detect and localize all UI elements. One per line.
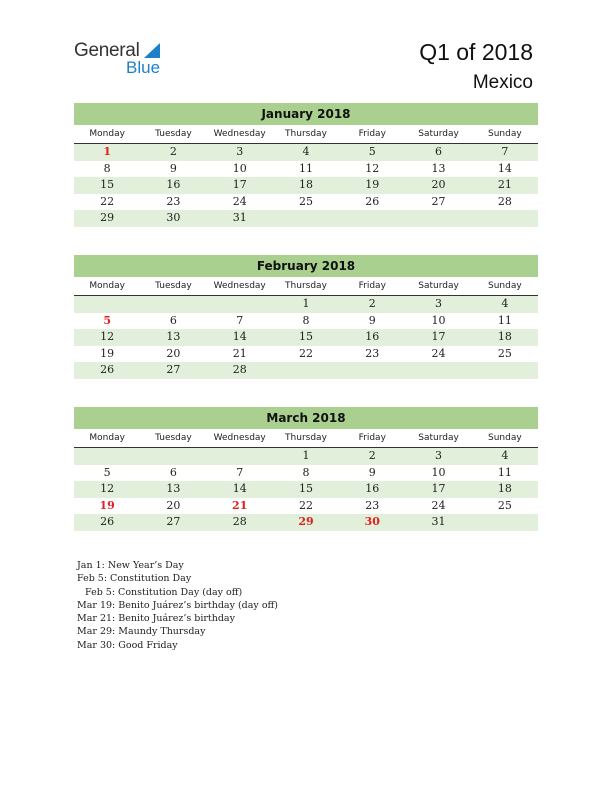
week-row [74, 144, 538, 161]
day-cell: 8 [302, 465, 310, 479]
week-row [74, 194, 538, 211]
country-name: Mexico [472, 72, 533, 93]
day-cell: 17 [431, 482, 446, 495]
day-cell: 7 [501, 145, 509, 158]
holiday-note: Feb 5: Constitution Day (day off) [85, 586, 243, 598]
day-cell: 1 [302, 297, 310, 310]
month-calendar-march [74, 407, 538, 531]
day-cell: 3 [236, 145, 244, 158]
day-cell: 8 [302, 313, 310, 327]
weekday-label: Wednesday [213, 129, 266, 139]
day-cell: 13 [166, 482, 181, 495]
day-cell: 27 [166, 363, 181, 376]
day-cell: 14 [232, 330, 247, 343]
day-cell: 20 [166, 498, 181, 512]
holiday-day-cell: 30 [364, 515, 380, 528]
day-cell: 4 [501, 297, 509, 310]
day-cell [405, 362, 471, 379]
day-cell: 31 [431, 515, 446, 528]
weekday-label: Friday [358, 433, 386, 443]
weekday-header-row [74, 429, 538, 448]
holiday-day-cell: 29 [298, 515, 314, 528]
weekday-label: Tuesday [155, 433, 192, 443]
day-cell: 19 [100, 346, 115, 360]
day-cell: 12 [100, 330, 115, 343]
holiday-note: Mar 29: Maundy Thursday [77, 626, 206, 638]
week-row [74, 346, 538, 363]
day-cell: 2 [368, 449, 376, 462]
holiday-notes [77, 559, 278, 652]
day-cell [140, 448, 206, 465]
month-calendar-february [74, 255, 538, 379]
week-row [74, 161, 538, 178]
month-calendar-january [74, 103, 538, 227]
week-row [74, 465, 538, 482]
week-row [74, 296, 538, 313]
holiday-note: Jan 1: New Year’s Day [77, 560, 184, 571]
day-cell: 17 [431, 330, 446, 343]
day-cell: 8 [103, 161, 111, 175]
day-cell: 18 [497, 330, 512, 343]
brand-logo [74, 40, 161, 77]
day-cell: 16 [365, 482, 380, 495]
day-cell: 4 [501, 449, 509, 462]
weekday-label: Thursday [285, 129, 327, 139]
week-row [74, 362, 538, 379]
day-cell: 12 [365, 161, 380, 175]
day-cell: 16 [166, 178, 181, 191]
day-cell: 27 [431, 194, 446, 208]
day-cell: 11 [497, 313, 512, 327]
day-cell: 25 [298, 194, 313, 208]
day-cell: 15 [298, 330, 313, 343]
day-cell: 29 [100, 211, 115, 224]
week-row [74, 514, 538, 531]
day-cell [339, 362, 405, 379]
day-cell: 31 [232, 211, 247, 224]
day-cell: 25 [497, 346, 512, 360]
day-cell: 9 [368, 313, 376, 327]
month-title: January 2018 [74, 103, 538, 125]
weekday-label: Wednesday [213, 281, 266, 291]
day-cell: 22 [298, 346, 313, 360]
day-cell: 7 [236, 313, 244, 327]
weekday-header-row [74, 125, 538, 144]
day-cell: 24 [232, 194, 247, 208]
day-cell: 27 [166, 515, 181, 528]
holiday-note: Mar 30: Good Friday [77, 639, 178, 651]
weekday-label: Friday [358, 129, 386, 139]
day-cell: 16 [365, 330, 380, 343]
weekday-label: Monday [89, 433, 125, 443]
day-cell: 2 [368, 297, 376, 310]
weekday-label: Monday [89, 129, 125, 139]
week-row [74, 498, 538, 515]
day-cell: 5 [103, 465, 111, 479]
day-cell: 15 [298, 482, 313, 495]
weekday-label: Friday [358, 281, 386, 291]
day-cell: 12 [100, 482, 115, 495]
day-cell: 3 [435, 449, 443, 462]
page-title: Q1 of 2018 [419, 39, 533, 65]
weekday-label: Saturday [418, 433, 459, 443]
day-cell: 19 [365, 178, 380, 191]
day-cell [273, 210, 339, 227]
day-cell: 7 [236, 465, 244, 479]
weekday-label: Monday [89, 281, 125, 291]
day-cell: 13 [431, 161, 446, 175]
month-title: February 2018 [74, 255, 538, 277]
weekday-header-row [74, 277, 538, 296]
day-cell: 9 [169, 161, 177, 175]
day-cell [472, 514, 538, 531]
day-cell: 6 [169, 465, 177, 479]
holiday-note: Mar 19: Benito Juárez’s birthday (day off) [77, 599, 278, 611]
day-cell: 14 [232, 482, 247, 495]
week-row [74, 313, 538, 330]
day-cell: 13 [166, 330, 181, 343]
holiday-day-cell: 19 [99, 498, 115, 512]
day-cell: 17 [232, 178, 247, 191]
weekday-label: Thursday [285, 281, 327, 291]
day-cell: 18 [298, 178, 313, 191]
holiday-day-cell: 1 [103, 145, 111, 158]
day-cell [472, 362, 538, 379]
day-cell: 11 [497, 465, 512, 479]
day-cell: 11 [298, 161, 313, 175]
weekday-label: Tuesday [155, 129, 192, 139]
day-cell: 4 [302, 145, 310, 158]
weekday-label: Saturday [418, 281, 459, 291]
weekday-label: Sunday [487, 281, 522, 291]
day-cell: 26 [100, 515, 115, 528]
day-cell: 2 [169, 145, 177, 158]
day-cell: 20 [431, 178, 446, 191]
day-cell: 10 [431, 465, 446, 479]
day-cell: 23 [365, 498, 380, 512]
week-row [74, 329, 538, 346]
day-cell: 10 [431, 313, 446, 327]
day-cell [405, 210, 471, 227]
day-cell: 28 [232, 515, 247, 528]
day-cell [74, 296, 140, 313]
day-cell: 3 [435, 297, 443, 310]
holiday-note: Mar 21: Benito Juárez’s birthday [77, 613, 235, 625]
logo-general-text: General [74, 40, 140, 61]
weekday-label: Thursday [285, 433, 327, 443]
day-cell: 23 [166, 194, 181, 208]
week-row [74, 210, 538, 227]
day-cell: 21 [232, 346, 247, 360]
week-row [74, 448, 538, 465]
holiday-note: Feb 5: Constitution Day [77, 573, 192, 585]
day-cell [74, 448, 140, 465]
day-cell [339, 210, 405, 227]
day-cell: 22 [100, 194, 115, 208]
day-cell: 22 [298, 498, 313, 512]
logo-triangle-icon [144, 43, 160, 58]
day-cell [140, 296, 206, 313]
day-cell: 6 [435, 145, 443, 158]
day-cell: 21 [497, 178, 512, 191]
weekday-label: Saturday [418, 129, 459, 139]
holiday-day-cell: 5 [103, 313, 111, 327]
day-cell: 28 [232, 363, 247, 376]
weekday-label: Tuesday [155, 281, 192, 291]
day-cell [472, 210, 538, 227]
day-cell: 18 [497, 482, 512, 495]
weekday-label: Sunday [487, 129, 522, 139]
day-cell: 24 [431, 498, 446, 512]
day-cell: 6 [169, 313, 177, 327]
week-row [74, 177, 538, 194]
day-cell: 15 [100, 178, 115, 191]
week-row [74, 481, 538, 498]
day-cell: 25 [497, 498, 512, 512]
day-cell: 26 [365, 194, 380, 208]
day-cell: 5 [368, 145, 376, 158]
day-cell: 14 [497, 161, 512, 175]
month-title: March 2018 [74, 407, 538, 429]
day-cell: 26 [100, 363, 115, 376]
day-cell: 28 [497, 194, 512, 208]
day-cell: 20 [166, 346, 181, 360]
weekday-label: Wednesday [213, 433, 266, 443]
day-cell: 23 [365, 346, 380, 360]
day-cell [207, 296, 273, 313]
weekday-label: Sunday [487, 433, 522, 443]
holiday-day-cell: 21 [232, 498, 248, 512]
day-cell: 30 [166, 211, 181, 224]
day-cell: 10 [232, 161, 247, 175]
day-cell: 24 [431, 346, 446, 360]
day-cell [207, 448, 273, 465]
day-cell: 1 [302, 449, 310, 462]
day-cell: 9 [368, 465, 376, 479]
logo-blue-text: Blue [126, 58, 161, 77]
day-cell [273, 362, 339, 379]
